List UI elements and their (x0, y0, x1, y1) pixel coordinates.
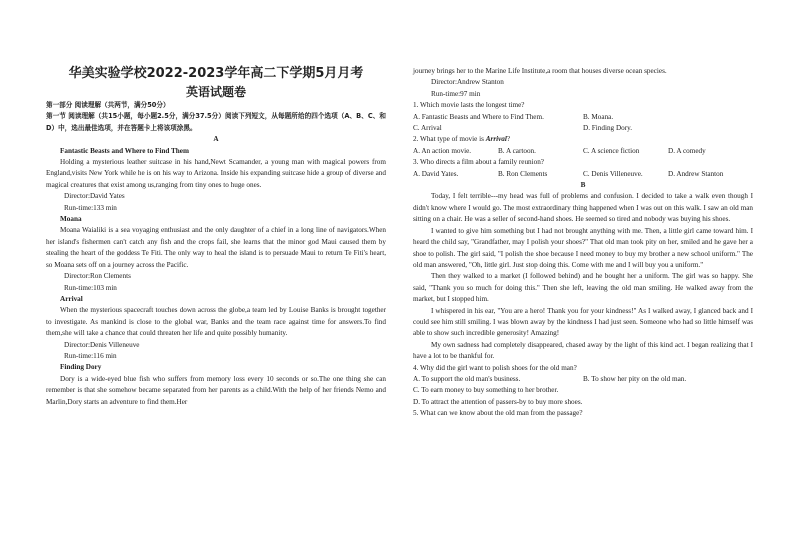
film-1-runtime: Run-time:133 min (64, 203, 117, 212)
film-2-runtime: Run-time:103 min (64, 283, 117, 292)
option[interactable]: B. To show her pity on the old man. (583, 374, 687, 383)
film-2-director: Director:Ron Clements (64, 272, 131, 281)
option[interactable]: C. Denis Villeneuve. (583, 169, 643, 178)
question-2-text: 2. What type of movie is (413, 135, 486, 144)
passage-b-paragraph: I whispered in his ear, "You are a hero! Thank you for your kindness!" As I walked away, I glanced back and I could see him still smiling. I was blown away by the kindness I had just seen. Someone who had so little himself was able to show such incredible generosity! Amazing! (413, 306, 753, 338)
film-4-title: Finding Dory (60, 363, 102, 372)
question-1-options-row2 (413, 123, 753, 134)
option[interactable]: A. David Yates. (413, 169, 459, 178)
question-2 (413, 134, 753, 145)
option[interactable]: A. An action movie. (413, 146, 472, 155)
question-1-options-row1 (413, 112, 753, 123)
question-3-options (413, 169, 753, 180)
option[interactable]: D. To attract the attention of passers-by to buy more shoes. (413, 397, 583, 406)
option[interactable]: B. A cartoon. (498, 146, 536, 155)
option[interactable]: D. Finding Dory. (583, 124, 633, 133)
section-header: 第一部分 阅读理解（共两节，满分50分） (46, 101, 170, 109)
question-2-end: ? (506, 135, 511, 144)
film-4-runtime: Run-time:97 min (431, 89, 481, 98)
film-2-text: Moana Waialiki is a sea voyaging enthusiast and the only daughter of a chief in a long line of navigators.When her island's fishermen can't catch any fish and the crops fail, she learns that the minor god Maui caused them by stealing the heart of the goddess Te Fiti. The only way to heal the island is to persuade Maui to return Te Fiti's heart, so Moana sets off on a journey across the Pacific. (46, 226, 386, 269)
option[interactable]: B. Moana. (583, 112, 614, 121)
option[interactable]: A. Fantastic Beasts and Where to Find Them. (413, 112, 544, 121)
film-3-title: Arrival (60, 294, 83, 303)
film-4-director: Director:Andrew Stanton (431, 78, 504, 87)
option[interactable]: C. A science fiction (583, 146, 640, 155)
question-4-options-row1 (413, 374, 753, 385)
exam-subtitle: 英语试题卷 (185, 85, 246, 99)
right-column (413, 66, 753, 420)
option[interactable]: A. To support the old man's business. (413, 374, 521, 383)
option[interactable]: C. To earn money to buy something to her brother. (413, 386, 559, 395)
question-1: 1. Which movie lasts the longest time? (413, 101, 525, 110)
passage-b-letter: B (580, 181, 586, 190)
passage-b-paragraph: Today, I felt terrible---my head was full of problems and confusion. I decided to take a walk even though I didn't know where I would go. The most extraordinary thing happened when I was out on this walk. I saw an old man sitting on a chair. He was a seller of second-hand shoes. He seemed so tired and nobody was buying his shoes. (413, 192, 753, 224)
film-2-title: Moana (60, 215, 82, 224)
option[interactable]: C. Arrival (413, 124, 442, 133)
question-2-options (413, 146, 753, 157)
passage-b-paragraph: Then they walked to a market (I followed behind) and he bought her a uniform. The girl was so happy. She said, "Thank you so much for doing this." Then she left, leaving the old man smiling. He walked away from the market, but I stopped him. (413, 272, 753, 304)
passage-b-paragraph: I wanted to give him something but I had not brought anything with me. Then, a little girl came toward him. I heard the child say, "Grandfather, may I polish your shoes?" That old man took pity on her, smiled and he gave her a shoe to polish. The girl said, "I polish the shoe because I need money to buy my brother a new school uniform." The old man answered, "Oh, little girl. Just stop doing this. Come with me and I will buy you a uniform." (413, 226, 753, 269)
question-3: 3. Who directs a film about a family reunion? (413, 158, 544, 167)
left-column (46, 100, 386, 408)
passage-a-heading: Fantastic Beasts and Where to Find Them (60, 146, 189, 155)
film-3-text: When the mysterious spacecraft touches down across the globe,a team led by Louise Banks is brought together to investigate. As mankind is close to the global war, Banks and the team race against time for answers.To find them,she will take a chance that could threaten her life and quite possibly humanity. (46, 306, 386, 338)
film-1-director: Director:David Yates (64, 192, 125, 201)
film-4-text-start: Dory is a wide-eyed blue fish who suffers from memory loss every 10 seconds or so.The one thing she can remember is that she somehow became separated from her parents as a child.With the help of her friends Nemo and Marlin,Dory starts an adventure to find them.Her (46, 374, 386, 406)
question-4: 4. Why did the girl want to polish shoes for the old man? (413, 363, 577, 372)
section-instructions: 第一节 阅读理解（共15小题，每小题2.5分，满分37.5分）阅读下列短文，从每题所给的四个选项（A、B、C、和D）中，选出最佳选项，并在答题卡上将该项涂黑。 (46, 112, 386, 132)
film-3-director: Director:Denis Villeneuve (64, 340, 140, 349)
question-5: 5. What can we know about the old man from the passage? (413, 409, 583, 418)
question-2-emphasis: Arrival (485, 135, 507, 144)
passage-a-letter: A (213, 135, 219, 144)
option[interactable]: D. Andrew Stanton (668, 169, 724, 178)
film-4-text-end: journey brings her to the Marine Life Institute,a room that houses diverse ocean species. (413, 67, 667, 75)
option[interactable]: D. A comedy (668, 146, 706, 155)
film-3-runtime: Run-time:116 min (64, 351, 117, 360)
exam-title: 华美实验学校2022-2023学年高二下学期5月月考 (68, 66, 364, 81)
option[interactable]: B. Ron Clements (498, 169, 548, 178)
film-1-text: Holding a mysterious leather suitcase in his hand,Newt Scamander, a young man with magical powers from England,visits New York while he is on his way to Arizona. Inside his expanding suitcase hide a group of diverse and magical creatures that exist among us,ranging from tiny ones to huge ones. (46, 158, 386, 189)
passage-b-paragraph: My own sadness had completely disappeared, chased away by the light of this kind act. I began realizing that I have a lot to be thankful for. (413, 340, 753, 361)
